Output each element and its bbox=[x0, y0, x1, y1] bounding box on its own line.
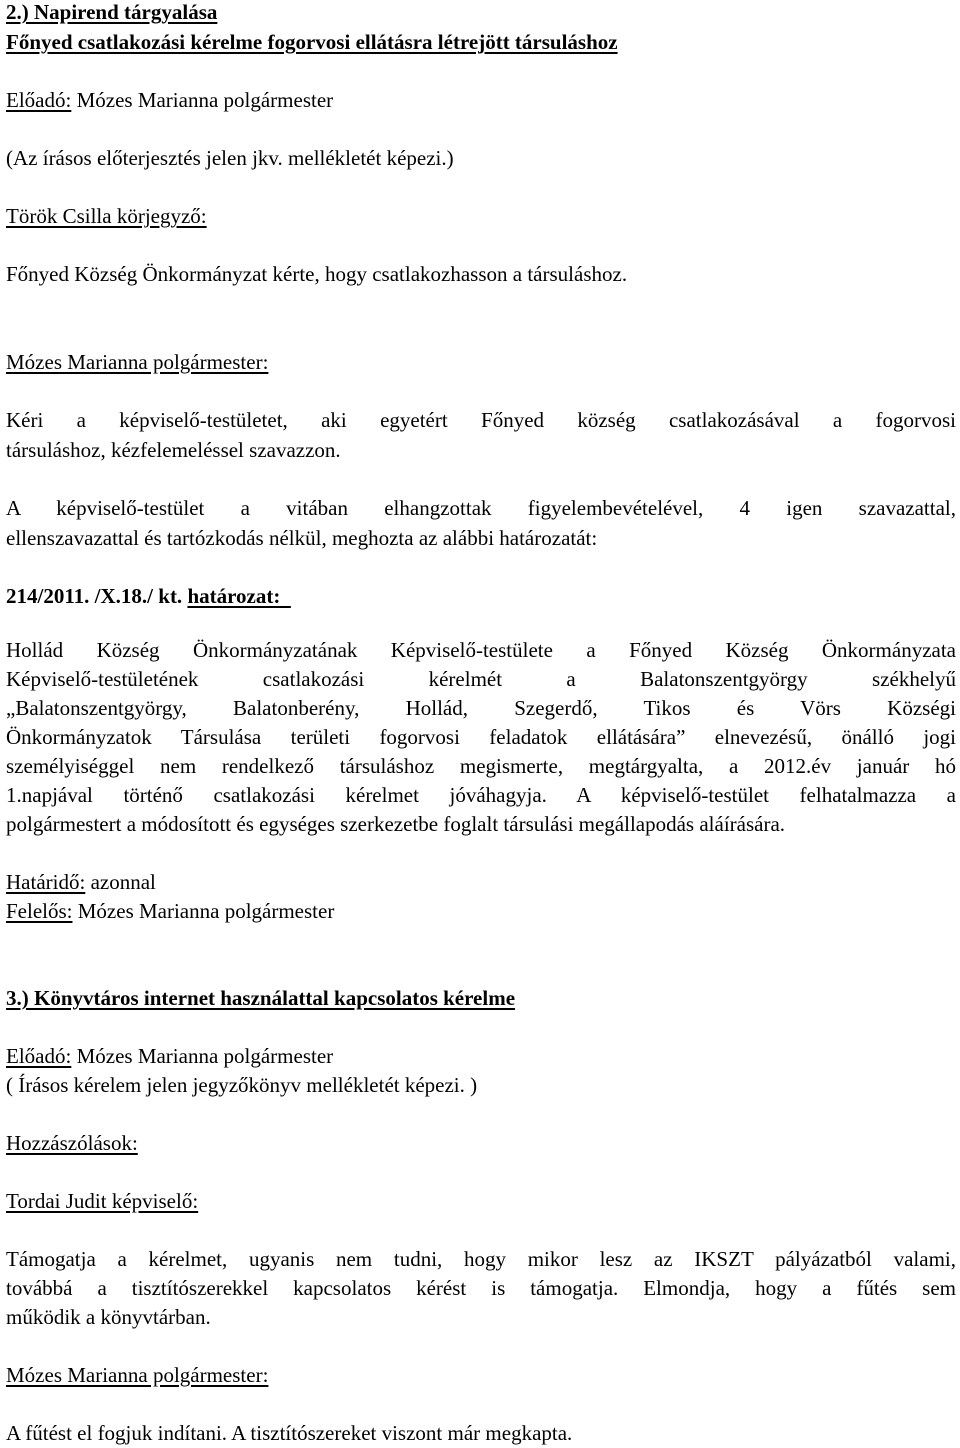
responsible-label: Felelős: bbox=[6, 899, 73, 923]
agenda-2-attachment-note: (Az írásos előterjesztés jelen jkv. mellékletét képezi.) bbox=[6, 146, 454, 170]
responsible-value: Mózes Marianna polgármester bbox=[72, 899, 335, 923]
resolution-line: 1.napjával történő csatlakozási kérelmet jóváhagyja. A képviselő-testület felhatalmazza a bbox=[6, 783, 956, 807]
speaker-text: Főnyed Község Önkormányzat kérte, hogy csatlakozhasson a társuláshoz. bbox=[6, 262, 628, 286]
presenter-label: Előadó: bbox=[6, 1044, 72, 1068]
resolution-line: Képviselő-testületének csatlakozási kérelmét a Balatonszentgyörgy székhelyű bbox=[6, 667, 956, 691]
deadline-value: azonnal bbox=[85, 870, 156, 894]
resolution-line: Önkormányzatok Társulása területi fogorvosi feladatok ellátására” elnevezésű, önálló jogi bbox=[6, 725, 956, 749]
vote-text-line: ellenszavazattal és tartózkodás nélkül, meghozta az alábbi határozatát: bbox=[6, 526, 598, 550]
agenda-3-attachment-note: ( Írásos kérelem jelen jegyzőkönyv mellékletét képezi. ) bbox=[6, 1073, 478, 1097]
speaker-label: Mózes Marianna polgármester: bbox=[6, 350, 269, 374]
speaker-label: Török Csilla körjegyző: bbox=[6, 204, 207, 228]
resolution-number: 214/2011. /X.18./ kt. bbox=[6, 584, 188, 608]
presenter-name: Mózes Marianna polgármester bbox=[71, 1044, 334, 1068]
speaker-text-line: működik a könyvtárban. bbox=[6, 1305, 211, 1329]
deadline-label: Határidő: bbox=[6, 870, 86, 894]
speaker-label: Mózes Marianna polgármester: bbox=[6, 1363, 269, 1387]
deadline bbox=[6, 867, 956, 897]
presenter-label: Előadó: bbox=[6, 88, 72, 112]
responsible bbox=[6, 896, 956, 926]
speaker-text: A fűtést el fogjuk indítani. A tisztítószereket viszont már megkapta. bbox=[6, 1421, 573, 1445]
resolution-word: határozat: bbox=[187, 584, 291, 608]
vote-text-line: A képviselő-testület a vitában elhangzottak figyelembevételével, 4 igen szavazattal, bbox=[6, 496, 956, 520]
resolution-line: „Balatonszentgyörgy, Balatonberény, Hollád, Szegerdő, Tikos és Vörs Községi bbox=[6, 696, 956, 720]
agenda-3-heading: 3.) Könyvtáros internet használattal kapcsolatos kérelme bbox=[6, 986, 516, 1010]
speaker-text-line: Támogatja a kérelmet, ugyanis nem tudni, hogy mikor lesz az IKSZT pályázatból valami, bbox=[6, 1247, 956, 1271]
agenda-2-presenter bbox=[6, 85, 956, 115]
comments-label: Hozzászólások: bbox=[6, 1131, 138, 1155]
presenter-name: Mózes Marianna polgármester bbox=[71, 88, 334, 112]
agenda-2-title: Főnyed csatlakozási kérelme fogorvosi ellátásra létrejött társuláshoz bbox=[6, 30, 618, 54]
resolution-line: polgármestert a módosított és egységes szerkezetbe foglalt társulási megállapodás aláírására. bbox=[6, 812, 786, 836]
speaker-text-line: társuláshoz, kézfelemeléssel szavazzon. bbox=[6, 438, 341, 462]
agenda-3-presenter bbox=[6, 1041, 956, 1071]
speaker-text-line: továbbá a tisztítószerekkel kapcsolatos kérést is támogatja. Elmondja, hogy a fűtés sem bbox=[6, 1276, 956, 1300]
resolution-line: Hollád Község Önkormányzatának Képviselő-testülete a Főnyed Község Önkormányzata bbox=[6, 638, 956, 662]
agenda-2-heading: 2.) Napirend tárgyalása bbox=[6, 0, 218, 24]
resolution-title bbox=[6, 581, 956, 611]
speaker-label: Tordai Judit képviselő: bbox=[6, 1189, 199, 1213]
resolution-line: személyiséggel nem rendelkező társuláshoz megismerte, megtárgyalta, a 2012.év január hó bbox=[6, 754, 956, 778]
speaker-text-line: Kéri a képviselő-testületet, aki egyetért Főnyed község csatlakozásával a fogorvosi bbox=[6, 408, 956, 432]
